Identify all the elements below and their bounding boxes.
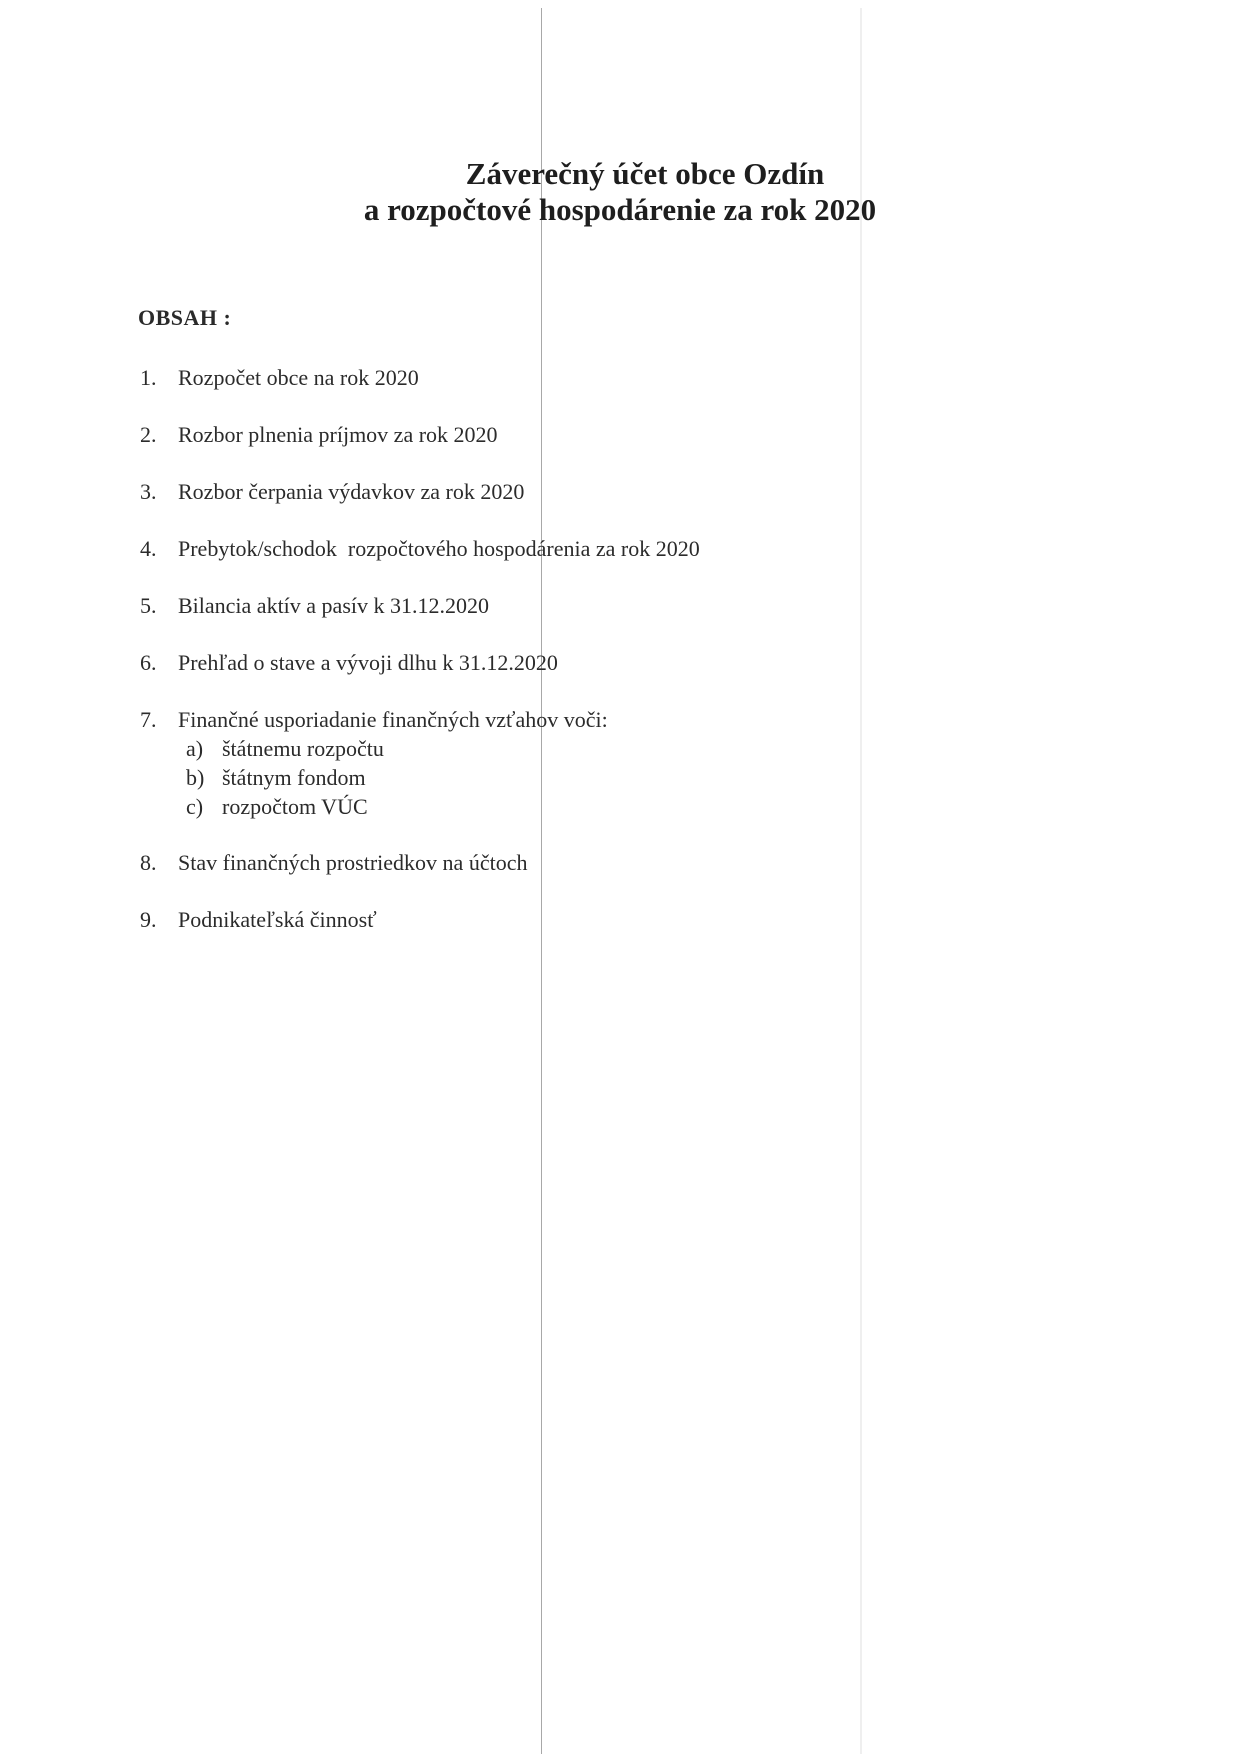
toc-item bbox=[140, 535, 1040, 592]
toc-item bbox=[140, 906, 1040, 963]
toc-sub-item-text: rozpočtom VÚC bbox=[222, 794, 368, 819]
document-title-line-1: Záverečný účet obce Ozdín bbox=[465, 156, 825, 191]
toc-item-number: 5. bbox=[140, 593, 157, 618]
toc-sub-list bbox=[140, 734, 1040, 821]
toc-item-number: 6. bbox=[140, 650, 157, 675]
toc-item-text: Finančné usporiadanie finančných vzťahov voči: bbox=[178, 707, 608, 732]
toc-sub-item-letter: c) bbox=[186, 794, 204, 819]
toc-item bbox=[140, 421, 1040, 478]
toc-sub-item-letter: a) bbox=[186, 736, 204, 761]
toc-sub-item-text: štátnym fondom bbox=[222, 765, 366, 790]
toc-item-number: 1. bbox=[140, 365, 157, 390]
contents-heading: OBSAH : bbox=[138, 305, 232, 330]
toc-item-text: Rozbor čerpania výdavkov za rok 2020 bbox=[178, 479, 525, 504]
toc-item bbox=[140, 592, 1040, 649]
toc-sub-item-text: štátnemu rozpočtu bbox=[222, 736, 384, 761]
toc-item-text: Bilancia aktív a pasív k 31.12.2020 bbox=[178, 593, 489, 618]
toc-item-text: Prebytok/schodok rozpočtového hospodárenia za rok 2020 bbox=[178, 536, 700, 561]
toc-item-text: Rozbor plnenia príjmov za rok 2020 bbox=[178, 422, 498, 447]
toc-sub-item bbox=[186, 734, 1040, 763]
toc-item bbox=[140, 849, 1040, 906]
toc-sub-item bbox=[186, 792, 1040, 821]
toc-item-text: Stav finančných prostriedkov na účtoch bbox=[178, 850, 528, 875]
toc-item bbox=[140, 364, 1040, 421]
toc-item-number: 4. bbox=[140, 536, 157, 561]
table-of-contents bbox=[140, 364, 1040, 963]
toc-item-number: 7. bbox=[140, 707, 157, 732]
toc-item-number: 8. bbox=[140, 850, 157, 875]
toc-item bbox=[140, 706, 1040, 849]
toc-sub-item bbox=[186, 763, 1040, 792]
toc-sub-item-letter: b) bbox=[186, 765, 205, 790]
toc-item-text: Rozpočet obce na rok 2020 bbox=[178, 365, 419, 390]
toc-item-number: 3. bbox=[140, 479, 157, 504]
toc-item-number: 2. bbox=[140, 422, 157, 447]
document-title-line-2: a rozpočtové hospodárenie za rok 2020 bbox=[363, 192, 877, 227]
toc-item-number: 9. bbox=[140, 907, 157, 932]
toc-item bbox=[140, 649, 1040, 706]
toc-item-text: Prehľad o stave a vývoji dlhu k 31.12.2020 bbox=[178, 650, 558, 675]
toc-item bbox=[140, 478, 1040, 535]
toc-item-text: Podnikateľská činnosť bbox=[178, 907, 377, 932]
